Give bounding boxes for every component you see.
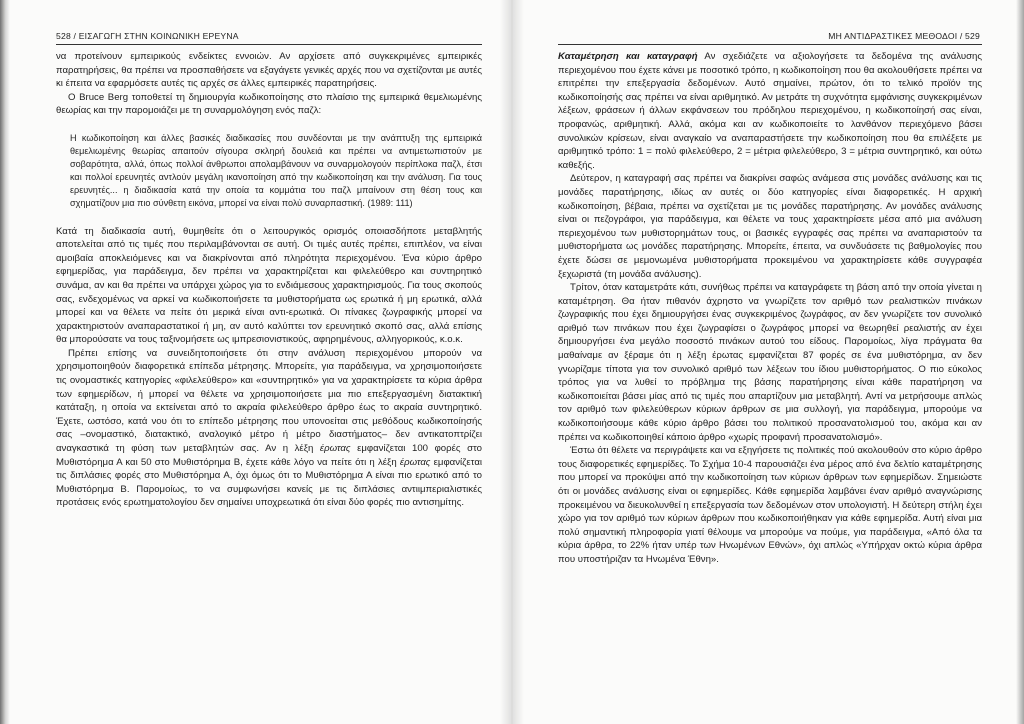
section-heading: Καταμέτρηση και καταγραφή	[558, 51, 698, 62]
block-quote	[70, 132, 482, 211]
paragraph-text: Αν σχεδιάζετε να αξιολογήσετε τα δεδομένα της ανάλυσης περιεχομένου που έχετε κάνει με ποσοτικό τρόπο, η κωδικοποίηση που θα ακολουθήσετε πρέπει να επιτρέπει την επεξεργασία δεδομένων. Αυτό σημαίνει, πρώτον, ότι το τελικό προϊόν της κωδικοποίησής σας πρέπει να είναι αριθμητικό. Αν μετράτε τη συχνότητα εμφάνισης συγκεκριμένων λέξεων, φράσεων ή άλλων εκφάνσεων του πρόδηλου περιεχομένου, η κωδικοποίησή σας είναι, προφανώς, αριθμητική. Αλλά, ακόμα και αν κωδικοποιείτε το λανθάνον περιεχόμενο βάσει συνολικών κρίσεων, είναι αναγκαίο να αναπαραστήσετε την κωδικοποίηση που θα επιλέξετε με αριθμητικό τρόπο: 1 = πολύ φιλελεύθερο, 2 = μέτρια φιλελεύθερο, 3 = μέτρια συντηρητικό, και ούτω καθεξής.	[558, 51, 982, 171]
paragraph: Έστω ότι θέλετε να περιγράψετε και να εξηγήσετε τις πολιτικές πού ακολουθούν στο κύριο άρθρο τους διαφορετικές εφημερίδες. Το Σχήμα 10-4 παρουσιάζει ένα μέρος από ένα δελτίο καταμέτρησης που μπορεί να προκύψει από την κωδικοποίηση των κύριων άρθρων των εφημερίδων. Σημειώστε ότι οι μονάδες ανάλυσης είναι οι εφημερίδες. Κάθε εφημερίδα λαμβάνει έναν αριθμό αναγνώρισης προκειμένου να διευκολυνθεί η επεξεργασία των δεδομένων στον υπολογιστή. Η δεύτερη στήλη έχει χώρο για τον αριθμό των κύριων άρθρων που κωδικοποιήθηκαν για κάθε εφημερίδα. Αυτή είναι μια πολύ σημαντική πληροφορία γιατί θέλουμε να μπορούμε να πούμε, για παράδειγμα, «Από όλα τα κύρια άρθρα, το 22% ήταν υπέρ των Ηνωμένων Εθνών», όχι απλώς «Υπήρχαν οκτώ κύρια άρθρα που υποστήριζαν τα Ηνωμένα Έθνη».	[558, 445, 982, 565]
paragraph-text: εμφανίζεται 100 φορές στο Μυθιστόρημα Α και 50 στο Μυθιστόρημα Β, έχετε κάθε λόγο να πείτε ότι η λέξη	[56, 443, 482, 468]
paragraph-text: εμφανίζεται τις διπλάσιες φορές στο Μυθιστόρημα Α, όχι όμως ότι το Μυθιστόρημα Α είναι πιο ερωτικό από το Μυθιστόρημα Β. Παρομοίως, το να συμφωνήσει κανείς με τις διπλάσιες αντιιμπεριαλιστικές προτάσεις ενός ερωτηματολογίου δεν σημαίνει υποχρεωτικά ότι είναι δύο φορές πιο αντισημίτης.	[56, 456, 482, 509]
right-page	[512, 0, 1024, 724]
running-head-left: 528 / ΕΙΣΑΓΩΓΗ ΣΤΗΝ ΚΟΙΝΩΝΙΚΗ ΕΡΕΥΝΑ	[56, 31, 239, 41]
paragraph: O Bruce Berg τοποθετεί τη δημιουργία κωδικοποίησης στο πλαίσιο της εμπειρικά θεμελιωμένης θεωρίας και την παρομοιάζει με τη συναρμολόγηση ενός παζλ:	[56, 91, 482, 117]
paragraph: Κατά τη διαδικασία αυτή, θυμηθείτε ότι ο λειτουργικός ορισμός οποιασδήποτε μεταβλητής αποτελείται από τις τιμές που περιλαμβάνονται σε αυτή. Οι τιμές αυτές πρέπει, επιπλέον, να είναι αμοιβαία αποκλειόμενες και να διακρίνονται από πληρότητα περιεχομένου. Ένα κύριο άρθρο εφημερίδας, για παράδειγμα, δεν πρέπει να χαρακτηρίζεται και φιλελεύθερο και συντηρητικό συνάμα, αν και θα πρέπει να υπάρχει χώρος για το ενδιάμεσους χαρακτηρισμούς. Για τους σκοπούς σας, ενδεχομένως να αρκεί να κωδικοποιήσετε τα μυθιστορήματα ως ερωτικά ή μη ερωτικά, αλλά μπορεί και να θέλετε να πείτε ότι μερικά είναι αντι-ερωτικά. Οι πίνακες ζωγραφικής μπορεί να χαρακτηριστούν αναπαραστατικοί ή μη, αν αυτό καλύπτει τον ερευνητικό σκοπό σας, αλλά επίσης θα μπορούσατε να τους ταξινομήσετε ως ιμπρεσιονιστικούς, αφηρημένους, αλληγορικούς, κ.ο.κ.	[56, 225, 482, 346]
running-head-right: ΜΗ ΑΝΤΙΔΡΑΣΤΙΚΕΣ ΜΕΘΟΔΟΙ / 529	[828, 31, 980, 41]
quote-text: Η κωδικοποίηση και άλλες βασικές διαδικασίες που συνδέονται με την ανάπτυξη της εμπειρικά θεμελιωμένης θεωρίας απαιτούν σίγουρα σκληρή δουλειά και πρέπει να αντιμετωπιστούν με σοβαρότητα, αλλά, όπως πολλοί άνθρωποι απολαμβάνουν να συναρμολογούν περίπλοκα παζλ, έτσι και πολλοί ερευνητές αντλούν μεγάλη ικανοποίηση από την κωδικοποίηση και την ανάλυση. Για τους ερευνητές... η διαδικασία κατά την οποία τα κομμάτια του παζλ μπαίνουν στη θέση τους και σχηματίζουν μια πιο σύνθετη εικόνα, μπορεί να είναι πολύ συναρπαστική. (1989: 111)	[70, 132, 482, 209]
emphasis-word: έρωτας	[319, 443, 351, 455]
left-page-body	[56, 50, 482, 510]
paragraph	[558, 50, 982, 172]
paragraph-text: Πρέπει επίσης να συνειδητοποιήσετε ότι στην ανάλυση περιεχομένου μπορούν να χρησιμοποιηθούν διαφορετικά επίπεδα μέτρησης. Μπορείτε, για παράδειγμα, να χρησιμοποιήσετε τις ονομαστικές κατηγορίες «φιλελεύθερο» και «συντηρητικό» για να χαρακτηρίσετε τα κύρια άρθρα των εφημερίδων, ή μπορεί να θέλετε να χρησιμοποιήσετε μια πιο επεξεργασμένη διατακτική κατάταξη, η οποία να εκτείνεται από το ακραία φιλελεύθερο άρθρο έως το ακραία συντηρητικό. Έχετε, ωστόσο, κατά νου ότι το επίπεδο μέτρησης που υπονοείται στις μεθόδους κωδικοποίησής σας –ονομαστικό, διατακτικό, αναλογικό μέτρο ή μέτρο διαστήματος– δεν αντικατοπτρίζει αναγκαστικά τη φύση των μεταβλητών σας. Αν η λέξη	[56, 347, 482, 455]
paragraph: να προτείνουν εμπειρικούς ενδείκτες εννοιών. Αν αρχίσετε από συγκεκριμένες εμπειρικές παρατηρήσεις, θα πρέπει να προσπαθήσετε να εξαγάγετε γενικές αρχές που να σχετίζονται με αυτές κι έπειτα να εφαρμόσετε αυτές τις αρχές σε άλλες εμπειρικές παρατηρήσεις.	[56, 51, 482, 90]
header-rule-left	[56, 44, 482, 45]
paragraph	[56, 347, 482, 510]
paragraph: Δεύτερον, η καταγραφή σας πρέπει να διακρίνει σαφώς ανάμεσα στις μονάδες ανάλυσης και τις μονάδες παρατήρησης, ιδίως αν αυτές οι δύο κατηγορίες είναι διαφορετικές. Η αρχική κωδικοποίηση, βέβαια, πρέπει να σχετίζεται με τις μονάδες παρατήρησης. Αν μονάδες ανάλυσης είναι οι πεζογράφοι, για παράδειγμα, και θέλετε να τους χαρακτηρίσετε μέσα από μια ανάλυση περιεχομένου των μυθιστορημάτων τους, οι βασικές εγγραφές σας πρέπει να αναπαριστούν τα μυθιστορήματα ως μονάδες παρατήρησης. Μπορείτε, έπειτα, να συνδυάσετε τις βαθμολογίες που έχετε δώσει σε μεμονωμένα μυθιστορήματα προκειμένου να χαρακτηρίσετε κάθε συγγραφέα ξεχωριστά (τη μονάδα ανάλυσης).	[558, 173, 982, 280]
right-page-body	[558, 50, 982, 567]
paragraph: Τρίτον, όταν καταμετράτε κάτι, συνήθως πρέπει να καταγράφετε τη βάση από την οποία γίνεται η καταμέτρηση. Θα ήταν πιθανόν άχρηστο να γνωρίζετε τον αριθμό των ρεαλιστικών πινάκων ζωγραφικής που έχει δημιουργήσει ένας συγκεκριμένος ζωγράφος, αν δεν γνωρίζετε τον συνολικό αριθμό των πινάκων που έχει ζωγραφίσει ο ζωγράφος μπορεί να θεωρηθεί ρεαλιστής αν έχει δημιουργήσει ένα μεγάλο ποσοστό πινάκων αυτού του είδους. Παρομοίως, λίγα πράγματα θα μαθαίναμε αν ξέραμε ότι η λέξη έρωτας εμφανίζεται 87 φορές σε ένα μυθιστόρημα, αν δεν γνωρίζαμε τίποτα για τον συνολικό αριθμό των λέξεων του ίδιου μυθιστορήματος. Ο πιο εύκολος τρόπος για να λυθεί το πρόβλημα της βάσης παρατήρησης είναι κάθε παρατήρηση να κωδικοποιείται βάσει μίας από τις τιμές που απαρτίζουν μια μεταβλητή. Αντί να μετρήσουμε απλώς τον αριθμό των φιλελεύθερων κύριων άρθρων σε μια συλλογή, για παράδειγμα, μπορούμε να κωδικοποιήσουμε κάθε κύριο άρθρο βάσει του πολιτικού προσανατολισμού του, ακόμα και αν πρέπει να κωδικοποιηθεί κάποιο άρθρο «χωρίς προφανή προσανατολισμό».	[558, 282, 982, 443]
emphasis-word: έρωτας	[399, 456, 431, 468]
header-rule-right	[558, 44, 982, 45]
